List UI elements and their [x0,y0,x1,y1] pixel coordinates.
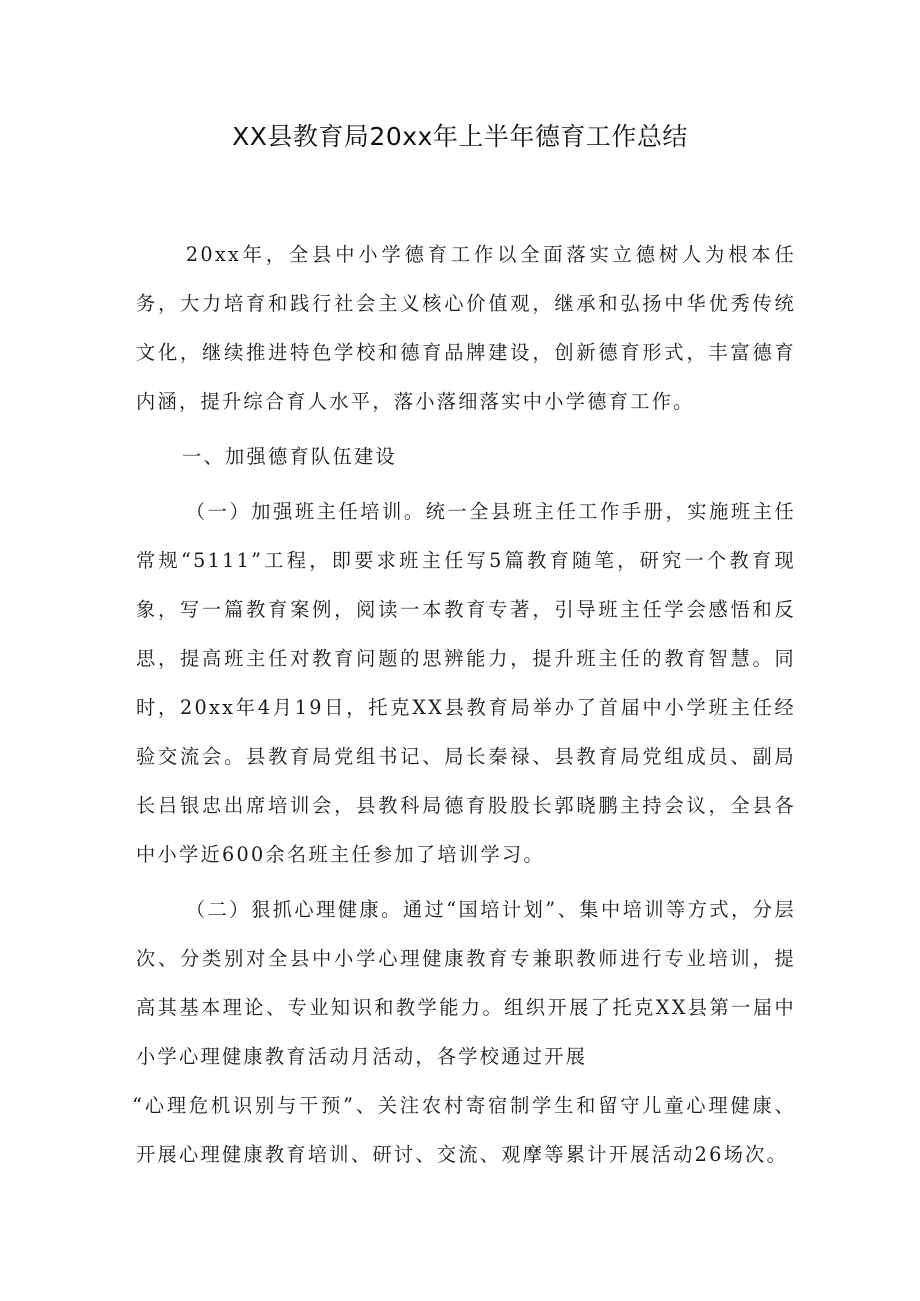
intro-paragraph: 20xx年，全县中小学德育工作以全面落实立德树人为根本任务，大力培育和践行社会主义核心价值观，继承和弘扬中华优秀传统文化，继续推进特色学校和德育品牌建设，创新德育形式，丰富德育内涵，提升综合育人水平，落小落细落实中小学德育工作。 [136,243,796,413]
document-body [132,230,796,1179]
paragraph-mental-health: （二）狠抓心理健康。通过“国培计划”、集中培训等方式，分层次、分类别对全县中小学心理健康教育专兼职教师进行专业培训，提高其基本理论、专业知识和教学能力。组织开展了托克XX县第一届中小学心理健康教育活动月活动，各学校通过开展 [136,898,796,1068]
paragraph-class-teacher-training: （一）加强班主任培训。统一全县班主任工作手册，实施班主任常规“5111”工程，即要求班主任写5篇教育随笔，研究一个教育现象，写一篇教育案例，阅读一本教育专著，引导班主任学会感悟和反思，提高班主任对教育问题的思辨能力，提升班主任的教育智慧。同时，20xx年4月19日，托克XX县教育局举办了首届中小学班主任经验交流会。县教育局党组书记、局长秦禄、县教育局党组成员、副局长吕银忠出席培训会，县教科局德育股股长郭晓鹏主持会议，全县各中小学近600余名班主任参加了培训学习。 [136,500,796,866]
paragraph-mental-health-activities: “心理危机识别与干预”、关注农村寄宿制学生和留守儿童心理健康、开展心理健康教育培训、研讨、交流、观摩等累计开展活动26场次。 [132,1094,796,1166]
section-heading-1: 一、加强德育队伍建设 [182,445,397,468]
document-title: XX县教育局20xx年上半年德育工作总结 [232,122,688,151]
